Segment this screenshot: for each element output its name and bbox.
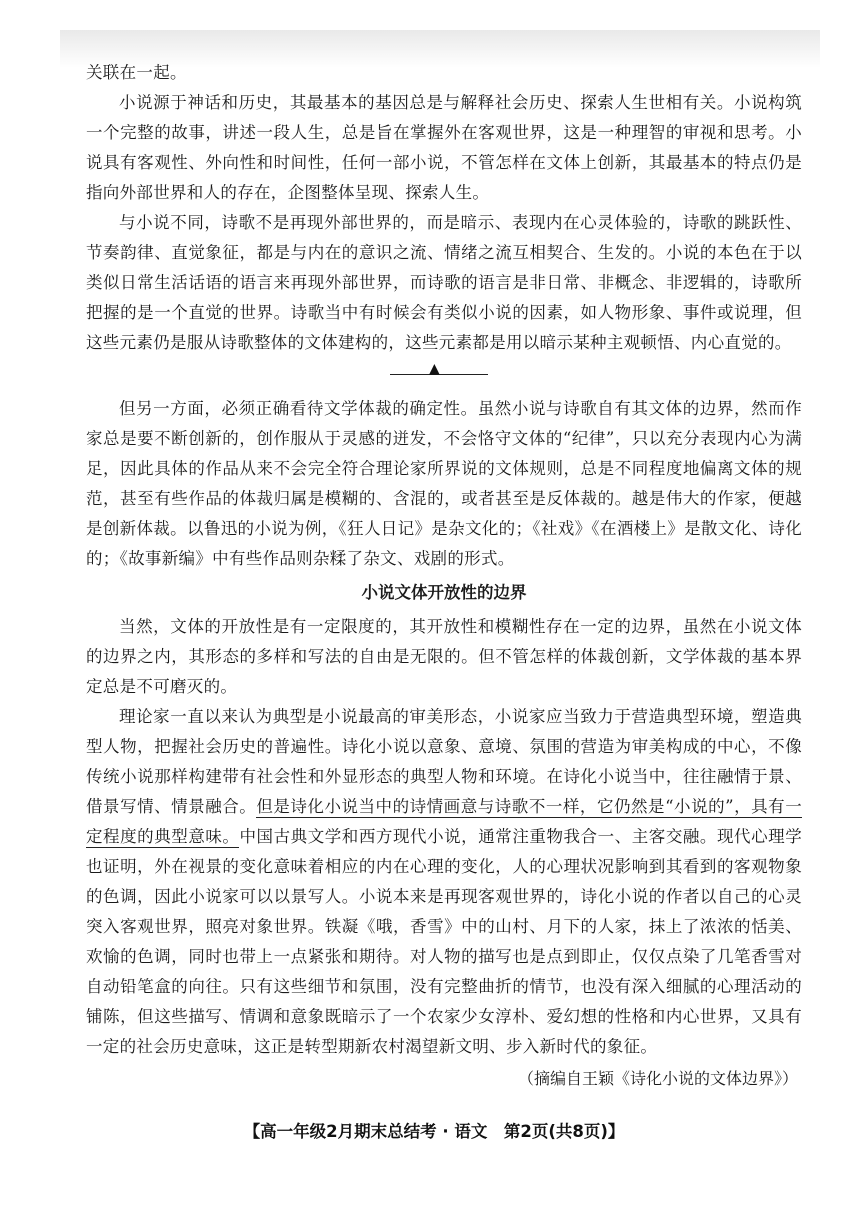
section-heading: 小说文体开放性的边界 [361, 583, 527, 602]
page-footer: 【高一年级2月期末总结考 · 语文 第2页(共8页)】 [243, 1122, 625, 1141]
paragraph-poetry-contrast: 与小说不同，诗歌不是再现外部世界的，而是暗示、表现内在心灵体验的，诗歌的跳跃性、节奏韵律、直觉象征，都是与内在的意识之流、情绪之流互相契合、生发的。小说的本色在于以类似日常生活话语的语言来再现外部世界，而诗歌的语言是非日常、非概念、非逻辑的，诗歌所把握的是一个直觉的世界。诗歌当中有时候会有类似小说的因素，如人物形象、事件或说理，但这些元素仍是服从诗歌整体的文体建构的，这些元素都是用以暗示某种主观顿悟、内心直觉的。 [86, 213, 802, 352]
paragraph-typical-meaning [86, 702, 802, 1062]
paragraph-openness-limit: 当然，文体的开放性是有一定限度的，其开放性和模糊性存在一定的边界，虽然在小说文体的边界之内，其形态的多样和写法的自由是无限的。但不管怎样的体裁创新，文学体裁的基本界定总是不可磨灭的。 [86, 617, 802, 696]
paragraph-novel-origin: 小说源于神话和历史，其最基本的基因总是与解释社会历史、探索人生世相有关。小说构筑一个完整的故事，讲述一段人生，总是旨在掌握外在客观世界，这是一种理智的审视和思考。小说具有客观性、外向性和时间性，任何一部小说，不管怎样在文体上创新，其最基本的特点仍是指向外部世界和人的存在，企图整体呈现、探索人生。 [86, 93, 802, 202]
paragraph-text-after: 中国古典文学和西方现代小说，通常注重物我合一、主客交融。现代心理学也证明，外在视景的变化意味着相应的内在心理的变化，人的心理状况影响到其看到的客观物象的色调，因此小说家可以以景写人。小说本来是再现客观世界的，诗化小说的作者以自己的心灵突入客观世界，照亮对象世界。铁凝《哦，香雪》中的山村、月下的人家，抹上了浓浓的恬美、欢愉的色调，同时也带上一点紧张和期待。对人物的描写也是点到即止，仅仅点染了几笔香雪对自动铅笔盒的向往。只有这些细节和氛围，没有完整曲折的情节，也没有深入细腻的心理活动的铺陈，但这些描写、情调和意象既暗示了一个农家少女淳朴、爱幻想的性格和内心世界，又具有一定的社会历史意味，这正是转型期新农村渴望新文明、步入新时代的象征。 [86, 827, 802, 1056]
continued-line: 关联在一起。 [86, 63, 187, 82]
source-citation: （摘编自王颖《诗化小说的文体边界》） [517, 1069, 798, 1088]
triangle-icon: ▲ [429, 361, 440, 377]
paragraph-genre-certainty: 但另一方面，必须正确看待文学体裁的确定性。虽然小说与诗歌自有其文体的边界，然而作家总是要不断创新的，创作服从于灵感的迸发，不会恪守文体的“纪律”，只以充分表现内心为满足，因此具体的作品从来不会完全符合理论家所界说的文体规则，总是不同程度地偏离文体的规范，甚至有些作品的体裁归属是模糊的、含混的，或者甚至是反体裁的。越是伟大的作家，便越是创新体裁。以鲁迅的小说为例，《狂人日记》是杂文化的；《社戏》《在酒楼上》是散文化、诗化的；《故事新编》中有些作品则杂糅了杂文、戏剧的形式。 [86, 399, 802, 568]
section-separator [86, 360, 802, 388]
paragraph-text-before: 理论家一直以来认为典型是小说最高的审美形态，小说家应当致力于营造典型环境，塑造典型人物，把握社会历史的普遍性。诗化小说以意象、意境、氛围的营造为审美构成的中心，不像传统小说那样构建带有社会性和外显形态的典型人物和环境。在诗化小说当中，往往融情于景、借景写情、情景融合。 [86, 707, 802, 816]
underlined-sentence: 但是诗化小说当中的诗情画意与诗歌不一样，它仍然是“小说的”，具有一定程度的典型意味。 [86, 797, 803, 846]
document-page [86, 58, 802, 1094]
